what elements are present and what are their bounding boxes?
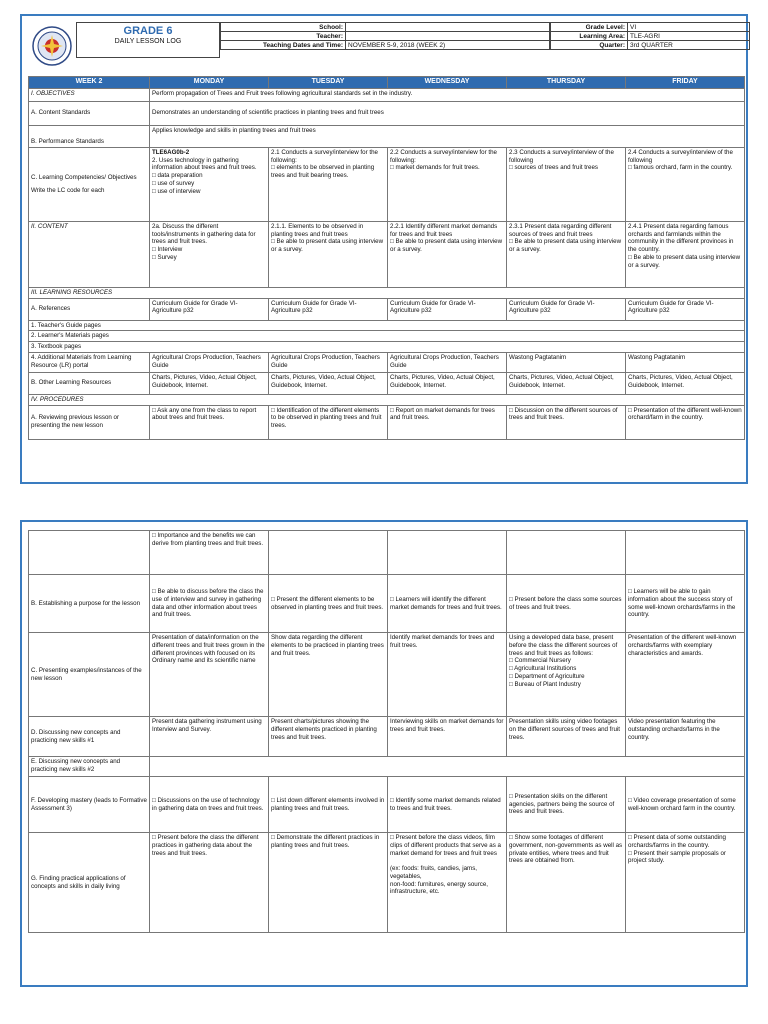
content-cell: 2.1.1. Elements to be observed in planting trees and fruit trees □ Be able to present data using interview or a survey. [269,221,388,287]
references-label: A. References [29,298,150,320]
learning-area-value: TLE-AGRI [628,32,750,41]
table-row [29,298,745,320]
table-row [29,633,745,717]
table-row [29,833,745,933]
continued-cell [626,531,745,575]
competency-text: 2.1 Conducts a survey/interview for the following: □ elements to be observed in planting trees and fruit bearing trees. [271,148,378,179]
lesson-table-page-1 [28,76,745,440]
examples-cell: Using a developed data base, present before the class the different sources of trees and fruit trees as follows: □ Commercial Nursery □ Agricultural Institutions □ Department of Agriculture □ Bureau of Plant Industry [507,633,626,717]
mastery-label: F. Developing mastery (leads to Formative Assessment 3) [29,777,150,833]
purpose-cell: □ Present before the class some sources of trees and fruit trees. [507,575,626,633]
col-thursday: THURSDAY [507,77,626,89]
lr-cell: Agricultural Crops Production, Teachers Guide [269,352,388,372]
lc-code-label: Write the LC code for each [31,187,105,195]
table-row [29,575,745,633]
table-row [29,352,745,372]
content-cell: 2.4.1 Present data regarding famous orchards and farmlands within the community in the different provinces in the country. □ Be able to present data using interview or a survey. [626,221,745,287]
dates-label: Teaching Dates and Time: [221,41,346,50]
competency-text [152,149,266,196]
table-row [29,287,745,298]
grade-level-label: Grade Level: [551,23,628,32]
mastery-cell: □ Presentation skills on the different agencies, partners being the source of trees and fruit trees. [507,777,626,833]
discuss-1-cell: Video presentation featuring the outstanding orchards/farms in the country. [626,717,745,757]
discuss-1-cell: Present data gathering instrument using Interview and Survey. [150,717,269,757]
table-row [29,331,745,342]
discuss-1-cell: Present charts/pictures showing the different elements practiced in planting trees and fruit trees. [269,717,388,757]
table-row [29,101,745,125]
content-cell: 2.2.1 Identify different market demands for trees and fruit trees □ Be able to present data using interview or a survey. [388,221,507,287]
purpose-cell: □ Learners will be able to gain information about the success story of some well-known orchards/farms in the country. [626,575,745,633]
applications-cell: □ Demonstrate the different practices in planting trees and fruit trees. [269,833,388,933]
review-cell: □ Ask any one from the class to report about trees and fruit trees. [150,405,269,439]
mastery-cell: □ Identify some market demands related to trees and fruit trees. [388,777,507,833]
table-row [29,372,745,394]
table-row [29,777,745,833]
applications-cell: □ Present before the class the different practices in gathering data about the trees and fruit trees. [150,833,269,933]
teacher-value [346,32,550,41]
table-header-row [29,77,745,89]
examples-cell: Presentation of data/information on the different trees and fruit trees grown in the different provinces with focused on its Ordinary name and its scientific name [150,633,269,717]
competency-text: 2.2 Conducts a survey/interview for the following: □ market demands for fruit trees. [390,148,497,172]
content-cell: 2a. Discuss the different tools/instruments in gathering data for trees and fruit trees. □ Interview □ Survey [150,221,269,287]
school-label: School: [221,23,346,32]
dates-value: NOVEMBER 5-9, 2018 (WEEK 2) [346,41,550,50]
lr-cell: Agricultural Crops Production, Teachers Guide [388,352,507,372]
performance-standards-text: Applies knowledge and skills in planting trees and fruit trees [150,125,745,147]
col-tuesday: TUESDAY [269,77,388,89]
continued-cell: □ Importance and the benefits we can derive from planting trees and fruit trees. [150,531,269,575]
section-objectives: I. OBJECTIVES [29,88,150,101]
table-row [29,221,745,287]
other-resources-cell: Charts, Pictures, Video, Actual Object, Guidebook, Internet. [388,372,507,394]
deped-seal-icon [32,26,72,66]
header [28,22,740,76]
table-row [29,405,745,439]
lc-text: 2. Uses technology in gathering information about trees and fruit trees. □ data preparation □ use of survey □ use of interview [152,156,257,195]
competency-cell [626,147,745,221]
col-week: WEEK 2 [29,77,150,89]
content-standards-text: Demonstrates an understanding of scientific practices in planting trees and fruit trees [150,101,745,125]
content-cell: 2.3.1 Present data regarding different sources of trees and fruit trees □ Be able to present data using interview or a survey. [507,221,626,287]
examples-cell: Show data regarding the different elements to be practiced in planting trees and fruit trees. [269,633,388,717]
grade-level-value: VI [628,23,750,32]
lesson-log-page-1 [20,14,748,484]
applications-cell: □ Show some footages of different government, non-governments as well as private entities, where trees and fruit trees are obtained from. [507,833,626,933]
lesson-table-page-2 [28,530,745,933]
discuss-2-label: E. Discussing new concepts and practicing new skills #2 [29,757,150,777]
competency-text: 2.3 Conducts a survey/interview of the following □ sources of trees and fruit trees [509,148,614,172]
table-row [29,88,745,101]
mastery-cell: □ Video coverage presentation of some well-known orchard farm in the country. [626,777,745,833]
table-row [29,147,745,221]
discuss-1-label: D. Discussing new concepts and practicing new skills #1 [29,717,150,757]
lesson-log-page-2 [20,520,748,987]
applications-cell: □ Present before the class videos, film clips of different products that serve as a market demand for trees and fruit trees (ex: foods: fruits, candies, jams, vegetables, non-food: furnitures, energy source, infrastructure, etc. [388,833,507,933]
teachers-guide-label: 1. Teacher's Guide pages [29,320,745,331]
table-row [29,757,745,777]
section-resources: III. LEARNING RESOURCES [29,287,745,298]
applications-cell: □ Present data of some outstanding orchards/farms in the country. □ Present their sample proposals or project study. [626,833,745,933]
other-resources-cell: Charts, Pictures, Video, Actual Object, Guidebook, Internet. [626,372,745,394]
reference-cell: Curriculum Guide for Grade VI-Agriculture p32 [507,298,626,320]
mastery-cell: □ List down different elements involved in planting trees and fruit trees. [269,777,388,833]
reference-cell: Curriculum Guide for Grade VI-Agriculture p32 [269,298,388,320]
table-row [29,125,745,147]
competencies-label-text: C. Learning Competencies/ Objectives [31,173,137,181]
quarter-value: 3rd QUARTER [628,41,750,50]
review-cell: □ Presentation of the different well-known orchard/farm in the country. [626,405,745,439]
examples-cell: Identify market demands for trees and fruit trees. [388,633,507,717]
lr-cell: Agricultural Crops Production, Teachers Guide [150,352,269,372]
discuss-1-cell: Interviewing skills on market demands for trees and fruit trees. [388,717,507,757]
competency-cell [269,147,388,221]
learners-materials-label: 2. Learner's Materials pages [29,331,745,342]
reference-cell: Curriculum Guide for Grade VI-Agriculture p32 [150,298,269,320]
objectives-text: Perform propagation of Trees and Fruit trees following agricultural standards set in the industry. [150,88,745,101]
competency-cell [507,147,626,221]
quarter-label: Quarter: [551,41,628,50]
section-content: II. CONTENT [29,221,150,287]
applications-label: G. Finding practical applications of concepts and skills in daily living [29,833,150,933]
table-row [29,320,745,331]
grade-title: GRADE 6 [123,25,173,37]
review-label: A. Reviewing previous lesson or presenting the new lesson [29,405,150,439]
lr-cell: Wastong Pagtatanim [507,352,626,372]
table-row [29,342,745,353]
textbook-label: 3. Textbook pages [29,342,745,353]
teacher-label: Teacher: [221,32,346,41]
purpose-cell: □ Present the different elements to be observed in planting trees and fruit trees. [269,575,388,633]
reference-cell: Curriculum Guide for Grade VI-Agriculture p32 [388,298,507,320]
examples-label: C. Presenting examples/instances of the new lesson [29,633,150,717]
review-cell: □ Identification of the different elements to be observed in planting trees and fruit trees. [269,405,388,439]
competency-cell [150,147,269,221]
reference-cell: Curriculum Guide for Grade VI-Agriculture p32 [626,298,745,320]
lr-cell: Wastong Pagtatanim [626,352,745,372]
other-resources-cell: Charts, Pictures, Video, Actual Object, Guidebook, Internet. [507,372,626,394]
purpose-cell: □ Be able to discuss before the class the use of interview and survey in gathering data and other information about trees and fruit trees. [150,575,269,633]
col-friday: FRIDAY [626,77,745,89]
log-title: DAILY LESSON LOG [114,38,182,45]
title-box [76,22,220,58]
learning-area-label: Learning Area: [551,32,628,41]
other-resources-cell: Charts, Pictures, Video, Actual Object, Guidebook, Internet. [269,372,388,394]
continued-cell [507,531,626,575]
continued-cell [388,531,507,575]
competency-text: 2.4 Conducts a survey/interview of the following □ famous orchard, farm in the country. [628,148,733,172]
review-cell: □ Discussion on the different sources of trees and fruit trees. [507,405,626,439]
review-cell: □ Report on market demands for trees and fruit trees. [388,405,507,439]
mastery-cell: □ Discussions on the use of technology in gathering data on trees and fruit trees. [150,777,269,833]
col-wednesday: WEDNESDAY [388,77,507,89]
purpose-label: B. Establishing a purpose for the lesson [29,575,150,633]
purpose-cell: □ Learners will identify the different market demands for trees and fruit trees. [388,575,507,633]
competencies-label [29,147,150,221]
content-standards-label: A. Content Standards [29,101,150,125]
other-resources-cell: Charts, Pictures, Video, Actual Object, Guidebook, Internet. [150,372,269,394]
performance-standards-label: B. Performance Standards [29,125,150,147]
lc-code: TLE6AG0b-2 [152,148,190,156]
table-row [29,717,745,757]
table-row [29,394,745,405]
competency-cell [388,147,507,221]
lr-portal-label: 4. Additional Materials from Learning Resource (LR) portal [29,352,150,372]
school-value [346,23,550,32]
col-monday: MONDAY [150,77,269,89]
school-info [220,22,550,50]
continued-cell [269,531,388,575]
other-resources-label: B. Other Learning Resources [29,372,150,394]
class-info [550,22,750,50]
continued-label [29,531,150,575]
table-row [29,531,745,575]
section-procedures: IV. PROCEDURES [29,394,745,405]
examples-cell: Presentation of the different well-known orchards/farms with exemplary characteristics and awards. [626,633,745,717]
discuss-1-cell: Presentation skills using video footages on the different sources of trees and fruit trees. [507,717,626,757]
discuss-2-cell [150,757,745,777]
